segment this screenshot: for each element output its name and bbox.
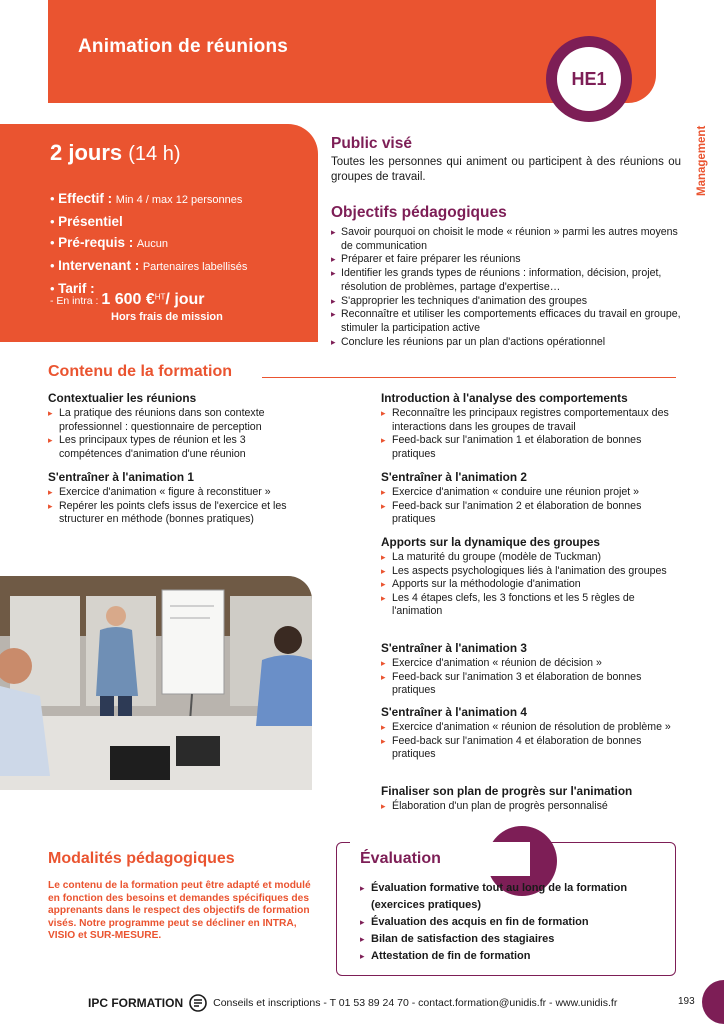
list-item: ▸ Apports sur la méthodologie d'animation: [381, 578, 681, 592]
price: [50, 291, 205, 309]
list-item: ▸ Les aspects psychologiques liés à l'animation des groupes: [381, 565, 681, 579]
section-title: S'entraîner à l'animation 4: [381, 705, 527, 719]
objectives-title: Objectifs pédagogiques: [331, 204, 507, 221]
footer: [88, 994, 617, 1012]
section-title: S'entraîner à l'animation 1: [48, 470, 194, 484]
price-note: Hors frais de mission: [111, 311, 223, 323]
content-section: [381, 784, 681, 814]
price-prefix: - En intra :: [50, 295, 99, 307]
page-title: Animation de réunions: [78, 36, 289, 57]
tarif-label: Tarif :: [58, 281, 95, 296]
list-item: ▸ Les principaux types de réunion et les 3 compétences d'animation d'une réunion: [48, 434, 310, 461]
content-title: Contenu de la formation: [48, 363, 232, 380]
section-title: S'entraîner à l'animation 3: [381, 641, 527, 655]
intervenant-label: Intervenant :: [58, 258, 140, 273]
list-item: ▸ Feed-back sur l'animation 4 et élaboration de bonnes pratiques: [381, 735, 681, 762]
list-item: ▸ Exercice d'animation « réunion de décision »: [381, 657, 681, 671]
page-number: 193: [678, 996, 695, 1007]
evaluation-title: Évaluation: [360, 850, 441, 867]
list-item: ▸ Feed-back sur l'animation 3 et élaboration de bonnes pratiques: [381, 671, 681, 698]
info-intervenant: • Intervenant : Partenaires labellisés: [50, 258, 248, 273]
info-list: [50, 188, 247, 299]
list-item: ▸ Élaboration d'un plan de progrès personnalisé: [381, 800, 681, 814]
content-section: [381, 705, 681, 762]
list-item: ▸ La pratique des réunions dans son contexte professionnel : questionnaire de perception: [48, 407, 310, 434]
page-corner-decoration: [702, 980, 724, 1024]
content-section: [48, 391, 310, 461]
duration: [50, 140, 181, 166]
section-title: Finaliser son plan de progrès sur l'animation: [381, 784, 633, 798]
divider: [262, 377, 676, 378]
list-item: ▸ Évaluation formative tout au long de la formation (exercices pratiques): [360, 880, 670, 914]
content-section: [381, 641, 681, 698]
meeting-photo: [0, 576, 312, 790]
content-section: [381, 470, 681, 527]
list-item: ▸ Repérer les points clefs issus de l'exercice et les structurer en méthode (bonnes pratiques): [48, 500, 310, 527]
content-section: [381, 535, 681, 619]
footer-contact: Conseils et inscriptions - T 01 53 89 24 70 - contact.formation@unidis.fr - www.unidis.fr: [213, 997, 618, 1009]
list-item: ▸ Reconnaître et utiliser les comportements efficaces du travail en groupe, stimuler la participation active: [331, 308, 683, 335]
modalities-title: Modalités pédagogiques: [48, 850, 235, 867]
list-item: ▸ Évaluation des acquis en fin de formation: [360, 914, 670, 931]
presentiel-label: Présentiel: [58, 214, 123, 229]
list-item: ▸ Feed-back sur l'animation 2 et élaboration de bonnes pratiques: [381, 500, 681, 527]
intervenant-value: Partenaires labellisés: [142, 261, 248, 273]
info-box: [0, 124, 318, 342]
list-item: ▸ Conclure les réunions par un plan d'actions opérationnel: [331, 336, 683, 350]
list-item: ▸ Préparer et faire préparer les réunions: [331, 253, 683, 267]
phone-chat-icon: [189, 994, 207, 1012]
prerequis-value: Aucun: [136, 238, 169, 250]
list-item: ▸ Identifier les grands types de réunions : information, décision, projet, résolution de problèmes, partage d'expertise…: [331, 267, 683, 294]
section-title: Apports sur la dynamique des groupes: [381, 535, 600, 549]
effectif-value: Min 4 / max 12 personnes: [115, 194, 243, 206]
list-item: ▸ Exercice d'animation « figure à reconstituer »: [48, 486, 310, 500]
evaluation-list: [360, 880, 670, 965]
prerequis-label: Pré-requis :: [58, 235, 134, 250]
price-unit: / jour: [165, 291, 205, 308]
list-item: ▸ La maturité du groupe (modèle de Tuckman): [381, 551, 681, 565]
info-tarif: • Tarif :: [50, 281, 95, 296]
list-item: ▸ Exercice d'animation « réunion de résolution de problème »: [381, 721, 681, 735]
effectif-label: Effectif :: [58, 191, 113, 206]
info-effectif: • Effectif : Min 4 / max 12 personnes: [50, 191, 243, 206]
list-item: ▸ S'approprier les techniques d'animation des groupes: [331, 295, 683, 309]
meeting-photo-illustration: [0, 576, 312, 790]
public-title: Public visé: [331, 135, 412, 152]
category-text: Management: [696, 125, 708, 196]
info-presentiel: • Présentiel: [50, 214, 123, 229]
info-prerequis: • Pré-requis : Aucun: [50, 235, 169, 250]
price-tax: HT: [154, 292, 166, 302]
section-title: Introduction à l'analyse des comportements: [381, 391, 628, 405]
list-item: ▸ Reconnaître les principaux registres comportementaux des interactions dans les groupes de travail: [381, 407, 681, 434]
modalities-text: Le contenu de la formation peut être adapté et modulé en fonction des besoins et demandes spécifiques des apprenants dans le respect des objectifs de formation visés. Notre programme peut se décliner en INTRA, VISIO et SUR-MESURE.: [48, 880, 311, 942]
section-title: S'entraîner à l'animation 2: [381, 470, 527, 484]
objectives-list: [331, 226, 683, 349]
price-amount: 1 600 €: [101, 291, 155, 308]
list-item: ▸ Bilan de satisfaction des stagiaires: [360, 931, 670, 948]
side-category-label: [696, 96, 708, 196]
section-title: Contextualier les réunions: [48, 391, 197, 405]
duration-hours: (14 h): [128, 143, 181, 165]
list-item: ▸ Attestation de fin de formation: [360, 948, 670, 965]
content-section: [48, 470, 310, 527]
list-item: ▸ Feed-back sur l'animation 1 et élaboration de bonnes pratiques: [381, 434, 681, 461]
list-item: ▸ Les 4 étapes clefs, les 3 fonctions et les 5 règles de l'animation: [381, 592, 681, 619]
footer-brand: IPC FORMATION: [88, 996, 184, 1010]
content-section: [381, 391, 681, 461]
list-item: ▸ Exercice d'animation « conduire une réunion projet »: [381, 486, 681, 500]
code-badge: HE1: [557, 47, 621, 111]
list-item: ▸ Savoir pourquoi on choisit le mode « réunion » parmi les autres moyens de communication: [331, 226, 683, 253]
duration-days: 2 jours: [50, 140, 123, 165]
public-text: Toutes les personnes qui animent ou participent à des réunions ou groupes de travail.: [331, 156, 681, 183]
